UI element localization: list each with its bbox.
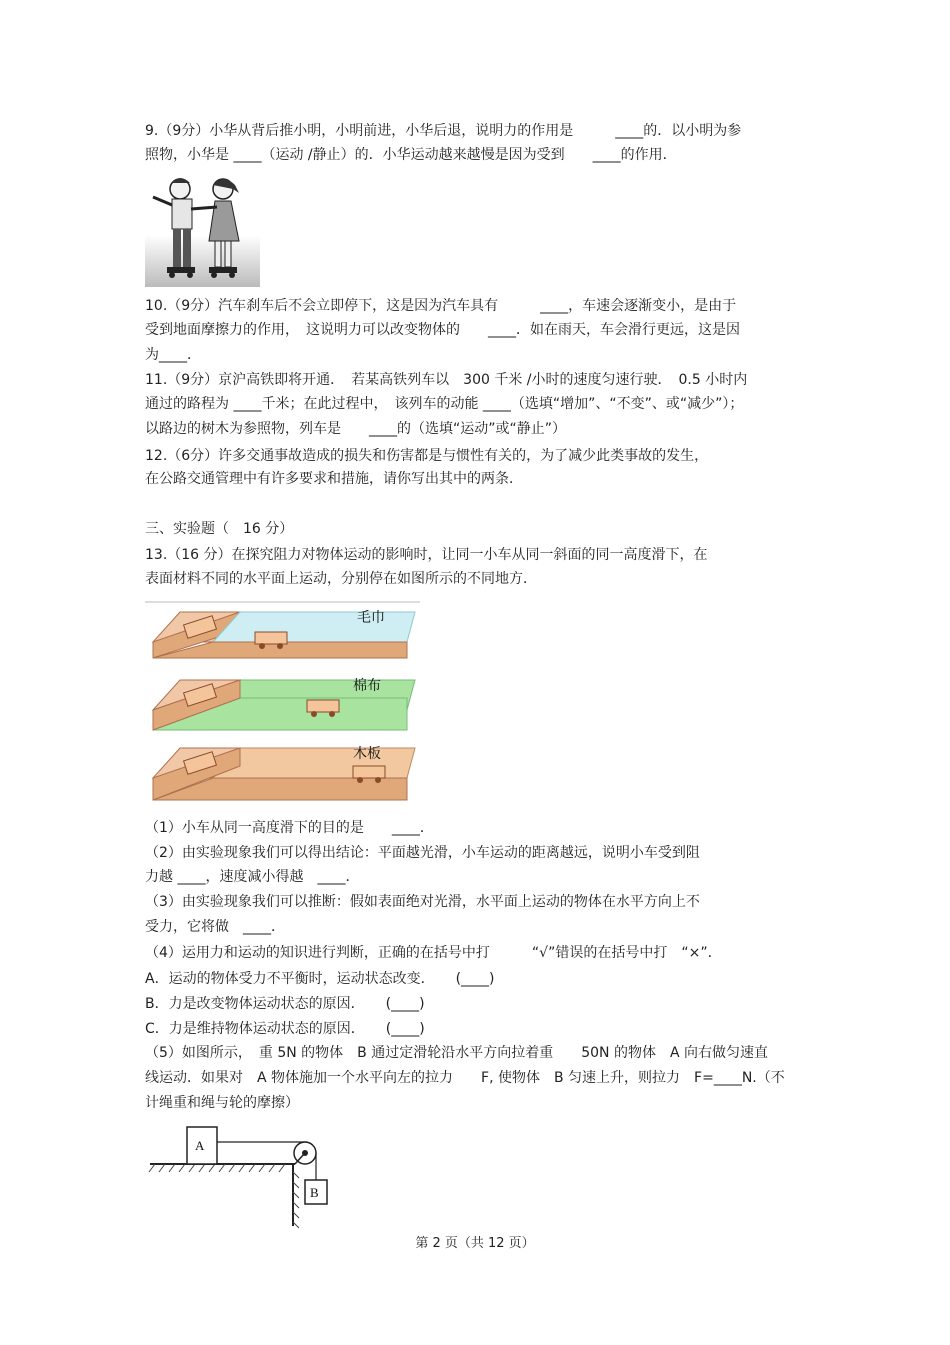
q13-option-c: C．力是维持物体运动状态的原因． (____) [145,1021,425,1037]
label-cotton: 棉布 [353,678,381,694]
block-b-label: B [310,1185,319,1200]
q10-line2: 受到地面摩擦力的作用， 这说明力可以改变物体的 ____．如在雨天，车会滑行更远，这是因 [145,322,740,338]
q11-line1: 11.（9分）京沪高铁即将开通． 若某高铁列车以 300 千米 /小时的速度匀速行驶． 0.5 小时内 [145,372,748,388]
q13-line1: 13.（16 分）在探究阻力对物体运动的影响时，让同一小车从同一斜面的同一高度滑下，在 [145,547,708,563]
ramp-experiment-figure [145,600,420,805]
page-footer: 第 2 页（共 12 页） [415,1236,535,1251]
ramp-row-cotton [153,677,415,730]
q10-line3: 为____． [145,347,201,363]
ramp-row-board [153,745,415,800]
q12-line1: 12.（6分）许多交通事故造成的损失和伤害都是与惯性有关的，为了减少此类事故的发生， [145,448,709,464]
q13-part5-line2: 线运动．如果对 A 物体施加一个水平向左的拉力 F, 使物体 B 匀速上升，则拉力 F=____N.（不 [145,1070,785,1086]
q10-line1: 10.（9分）汽车刹车后不会立即停下，这是因为汽车具有 ____，车速会逐渐变小，是由于 [145,298,737,314]
q12-line2: 在公路交通管理中有许多要求和措施，请你写出其中的两条． [145,471,523,487]
q13-part1: （1）小车从同一高度滑下的目的是 ____． [145,820,434,836]
pulley-figure [145,1122,335,1230]
q13-part4: （4）运用力和运动的知识进行判断，正确的在括号中打 “√”错误的在括号中打 “×”． [145,945,722,961]
q13-part2-line2: 力越 ____，速度减小得越 ____． [145,869,360,885]
q13-part5-line1: （5）如图所示， 重 5N 的物体 B 通过定滑轮沿水平方向拉着重 50N 的物体 A 向右做匀速直 [145,1045,769,1061]
q9-line1: 9.（9分）小华从背后推小明，小明前进，小华后退，说明力的作用是 ____的．以小明为参 [145,123,742,139]
q13-part3-line2: 受力，它将做 ____． [145,919,285,935]
q13-part5-line3: 计绳重和绳与轮的摩擦） [145,1095,299,1111]
q11-line2: 通过的路程为 ____千米；在此过程中， 该列车的动能 ____（选填“增加”、“不变”、或“减少”）； [145,396,744,412]
section-heading: 三、实验题（ 16 分） [145,521,294,537]
q11-line3: 以路边的树木为参照物，列车是 ____的（选填“运动”或“静止”） [145,421,567,437]
q13-option-a: A．运动的物体受力不平衡时，运动状态改变． (____) [145,971,495,987]
ramp-row-towel [153,609,415,658]
label-towel: 毛巾 [357,610,385,626]
q13-part3-line1: （3）由实验现象我们可以推断：假如表面绝对光滑，水平面上运动的物体在水平方向上不 [145,894,700,910]
q13-line2: 表面材料不同的水平面上运动，分别停在如图所示的不同地方． [145,571,537,587]
q9-line2: 照物，小华是 ____（运动 /静止）的．小华运动越来越慢是因为受到 ____的作用． [145,147,677,163]
block-a-label: A [195,1138,205,1153]
label-board: 木板 [353,746,381,762]
q13-option-b: B．力是改变物体运动状态的原因． (____) [145,996,425,1012]
q13-part2-line1: （2）由实验现象我们可以得出结论：平面越光滑，小车运动的距离越远，说明小车受到阻 [145,845,700,861]
push-skaters-figure [145,175,260,287]
